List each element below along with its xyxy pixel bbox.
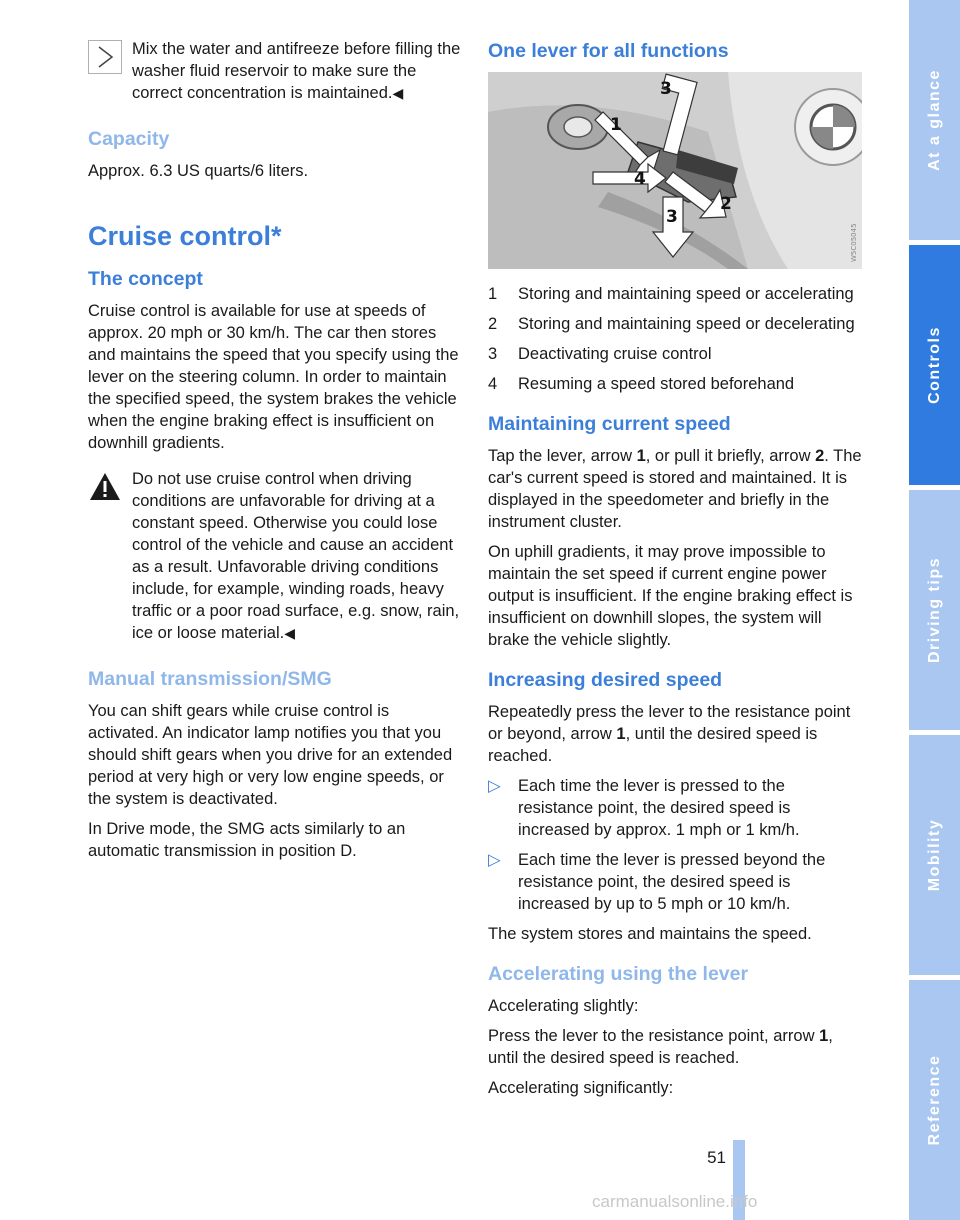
manual-text-1: You can shift gears while cruise control is activated. An indicator lamp notifies you that you should shift gears when you drive for an extended period at very high or very low engine speeds, or the system is deactivated. bbox=[88, 702, 453, 808]
list-item: 4 Resuming a speed stored beforehand bbox=[488, 375, 795, 393]
concept-heading: The concept bbox=[88, 268, 203, 290]
tab-controls[interactable]: Controls bbox=[909, 245, 960, 485]
maintain-text-2: On uphill gradients, it may prove impossible to maintain the set speed if current engine power output is insufficient. If the engine braking effect is insufficient on downhill slopes, the system will brake the vehicle slightly. bbox=[488, 543, 853, 649]
lever-legend bbox=[488, 283, 864, 395]
warning-triangle-icon bbox=[88, 470, 122, 504]
capacity-heading: Capacity bbox=[88, 128, 170, 150]
chapter-sidebar bbox=[909, 0, 960, 1220]
watermark: carmanualsonline.info bbox=[592, 1192, 758, 1211]
list-item: ▷ Each time the lever is pressed beyond the resistance point, the desired speed is increased by up to 5 mph or 10 km/h. bbox=[488, 851, 826, 913]
arrow-label-1: 1 bbox=[610, 115, 622, 135]
capacity-text: Approx. 6.3 US quarts/6 liters. bbox=[88, 162, 309, 180]
note-arrow-icon bbox=[88, 40, 122, 74]
right-column bbox=[488, 38, 864, 1107]
end-mark: ◀ bbox=[284, 625, 296, 641]
left-column bbox=[88, 38, 464, 870]
warning-text: Do not use cruise control when driving conditions are unfavorable for driving at a constant speed. Otherwise you could lose control of the vehicle and cause an accident as a result. Unfavorable driving conditions include, for example, winding roads, heavy traffic or a poor road surface, e.g. snow, rain, ice or loose material.◀ bbox=[132, 470, 460, 642]
increase-text-1: Repeatedly press the lever to the resistance point or beyond, arrow 1, until the desired speed is reached. bbox=[488, 703, 851, 765]
lever-heading: One lever for all functions bbox=[488, 40, 729, 62]
list-item: 3 Deactivating cruise control bbox=[488, 345, 712, 363]
arrow-label-2: 2 bbox=[720, 194, 732, 214]
arrow-label-3-bottom: 3 bbox=[666, 207, 678, 227]
arrow-label-3-top: 3 bbox=[660, 79, 672, 99]
manual-transmission-heading: Manual transmission/SMG bbox=[88, 668, 332, 690]
increase-text-2: The system stores and maintains the speed. bbox=[488, 925, 812, 943]
list-item: ▷ Each time the lever is pressed to the resistance point, the desired speed is increased by approx. 1 mph or 1 km/h. bbox=[488, 777, 800, 839]
bullet-arrow-icon: ▷ bbox=[488, 777, 501, 795]
section-title: Cruise control* bbox=[88, 221, 282, 251]
list-item: 1 Storing and maintaining speed or accelerating bbox=[488, 285, 854, 303]
concept-text: Cruise control is available for use at speeds of approx. 20 mph or 30 km/h. The car then stores and maintains the speed that you specify using the lever on the steering column. In order to maintain the specified speed, the system brakes the vehicle when the engine braking effect is insufficient on downhill gradients. bbox=[88, 302, 459, 452]
cruise-lever-illustration bbox=[488, 72, 862, 269]
tab-at-a-glance[interactable]: At a glance bbox=[909, 0, 960, 240]
increase-bullets bbox=[488, 775, 864, 915]
bullet-arrow-icon: ▷ bbox=[488, 851, 501, 869]
list-item: 2 Storing and maintaining speed or decelerating bbox=[488, 315, 855, 333]
end-mark: ◀ bbox=[392, 85, 404, 101]
accel-text-1: Accelerating slightly: bbox=[488, 997, 639, 1015]
image-code: W5C05045 bbox=[850, 223, 858, 262]
warning-note bbox=[88, 468, 464, 644]
manual-text-2: In Drive mode, the SMG acts similarly to an automatic transmission in position D. bbox=[88, 820, 406, 860]
note-washer-text: Mix the water and antifreeze before filling the washer fluid reservoir to make sure the correct concentration is maintained.◀ bbox=[132, 40, 461, 102]
accel-text-3: Accelerating significantly: bbox=[488, 1079, 674, 1097]
maintain-text-1: Tap the lever, arrow 1, or pull it briefly, arrow 2. The car's current speed is stored and maintained. It is displayed in the speedometer and briefly in the instrument cluster. bbox=[488, 447, 862, 531]
maintain-heading: Maintaining current speed bbox=[488, 413, 731, 435]
increase-heading: Increasing desired speed bbox=[488, 669, 723, 691]
page-number: 51 bbox=[707, 1148, 726, 1167]
tab-reference[interactable]: Reference bbox=[909, 980, 960, 1220]
tab-driving-tips[interactable]: Driving tips bbox=[909, 490, 960, 730]
accel-text-2: Press the lever to the resistance point, arrow 1, until the desired speed is reached. bbox=[488, 1027, 833, 1067]
tab-mobility[interactable]: Mobility bbox=[909, 735, 960, 975]
arrow-label-4: 4 bbox=[634, 169, 646, 189]
note-washer-fluid bbox=[88, 38, 464, 104]
accel-heading: Accelerating using the lever bbox=[488, 963, 749, 985]
